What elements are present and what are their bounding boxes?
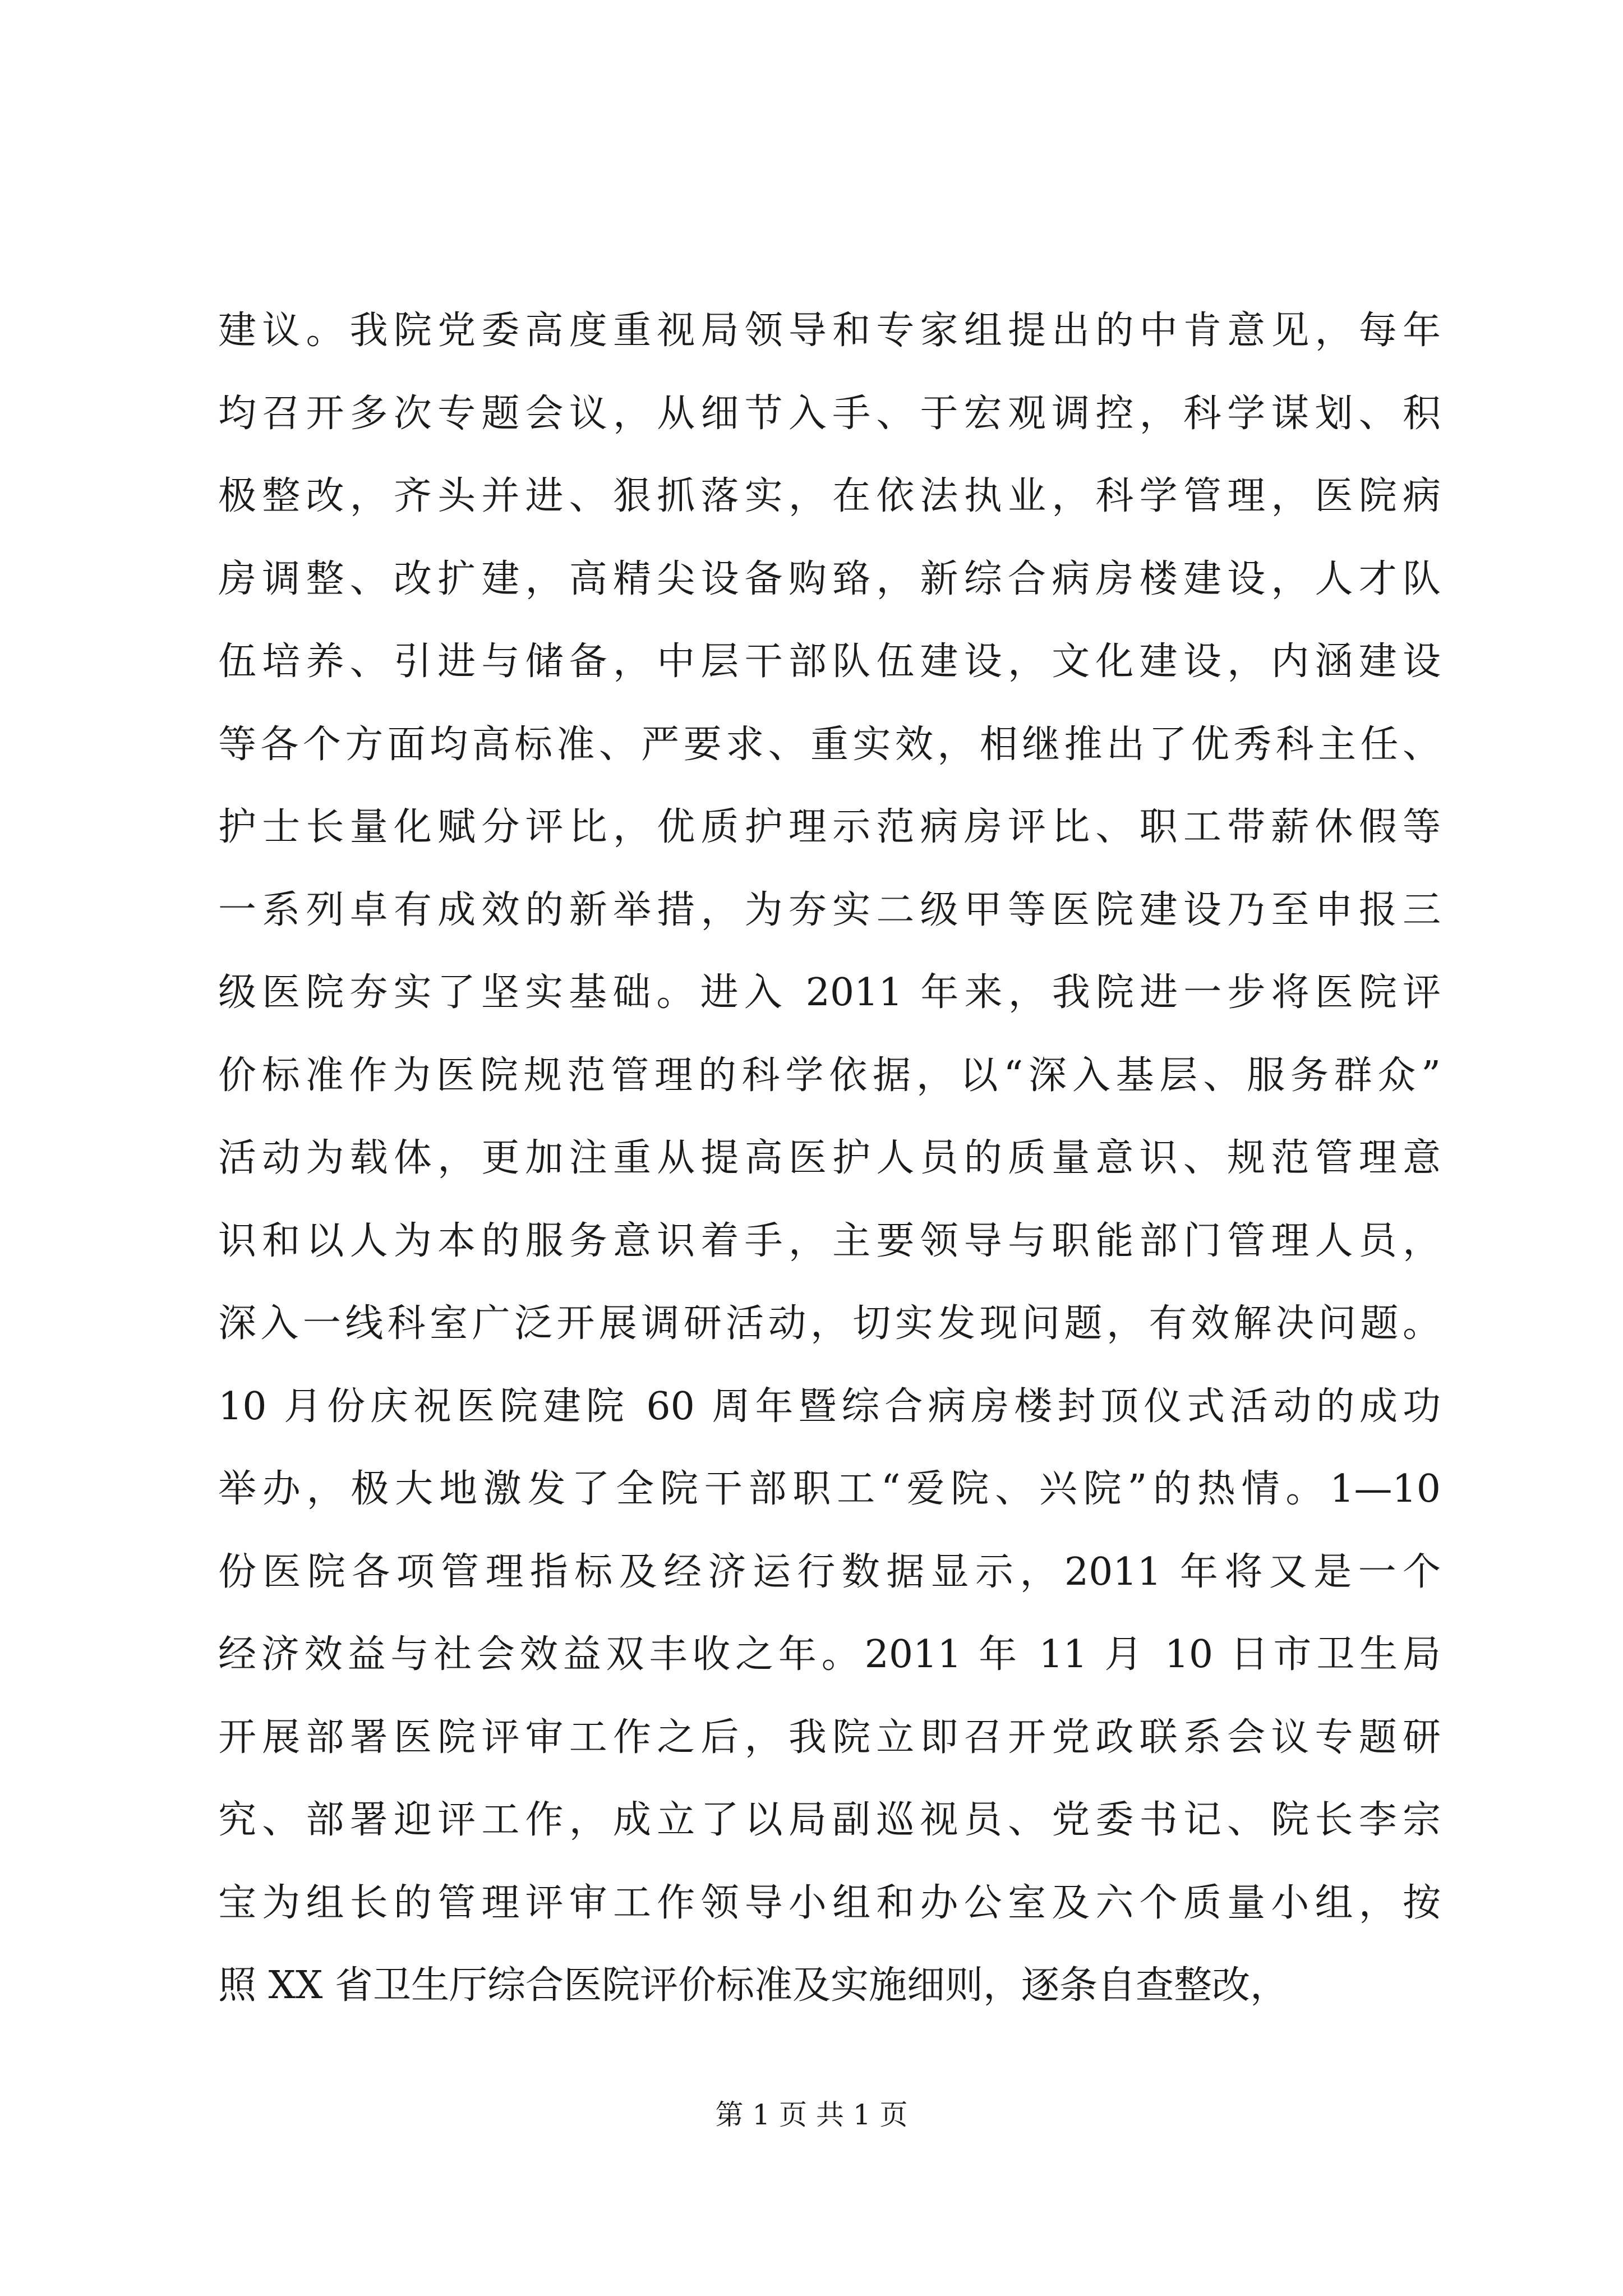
text-line: 房调整、改扩建，高精尖设备购臵，新综合病房楼建设，人才队 bbox=[218, 556, 1441, 601]
text-line: 究、部署迎评工作，成立了以局副巡视员、党委书记、院长李宗 bbox=[218, 1798, 1441, 1842]
text-line: 建议。我院党委高度重视局领导和专家组提出的中肯意见，每年 bbox=[218, 309, 1441, 353]
text-line: 护士长量化赋分评比，优质护理示范病房评比、职工带薪休假等 bbox=[218, 805, 1441, 849]
text-line: 深入一线科室广泛开展调研活动，切实发现问题，有效解决问题。 bbox=[218, 1301, 1441, 1346]
page-number-label: 第 1 页 共 1 页 bbox=[715, 2099, 908, 2131]
text-line: 经济效益与社会效益双丰收之年。2011 年 11 月 10 日市卫生局 bbox=[218, 1632, 1441, 1677]
text-line: 份医院各项管理指标及经济运行数据显示，2011 年将又是一个 bbox=[218, 1549, 1441, 1594]
text-line: 举办，极大地激发了全院干部职工“爱院、兴院”的热情。1—10 bbox=[218, 1467, 1441, 1511]
text-line: 一系列卓有成效的新举措，为夯实二级甲等医院建设乃至申报三 bbox=[218, 887, 1441, 932]
text-line: 等各个方面均高标准、严要求、重实效，相继推出了优秀科主任、 bbox=[218, 722, 1441, 767]
text-line: 活动为载体，更加注重从提高医护人员的质量意识、规范管理意 bbox=[218, 1136, 1441, 1180]
text-line: 价标准作为医院规范管理的科学依据，以“深入基层、服务群众” bbox=[218, 1053, 1441, 1098]
text-line: 10 月份庆祝医院建院 60 周年暨综合病房楼封顶仪式活动的成功 bbox=[218, 1384, 1441, 1429]
text-line: 级医院夯实了坚实基础。进入 2011 年来，我院进一步将医院评 bbox=[218, 970, 1441, 1015]
page-footer bbox=[0, 2095, 1623, 2134]
body-paragraph bbox=[218, 303, 1441, 2041]
text-line: 均召开多次专题会议，从细节入手、于宏观调控，科学谋划、积 bbox=[218, 391, 1441, 436]
text-line: 宝为组长的管理评审工作领导小组和办公室及六个质量小组，按 bbox=[218, 1880, 1441, 1925]
text-line: 伍培养、引进与储备，中层干部队伍建设，文化建设，内涵建设 bbox=[218, 639, 1441, 684]
text-line: 照 XX 省卫生厅综合医院评价标准及实施细则，逐条自查整改， bbox=[218, 1963, 1289, 2008]
text-line: 开展部署医院评审工作之后，我院立即召开党政联系会议专题研 bbox=[218, 1715, 1441, 1760]
text-line: 识和以人为本的服务意识着手，主要领导与职能部门管理人员， bbox=[218, 1218, 1441, 1263]
text-line: 极整改，齐头并进、狠抓落实，在依法执业，科学管理，医院病 bbox=[218, 474, 1441, 518]
